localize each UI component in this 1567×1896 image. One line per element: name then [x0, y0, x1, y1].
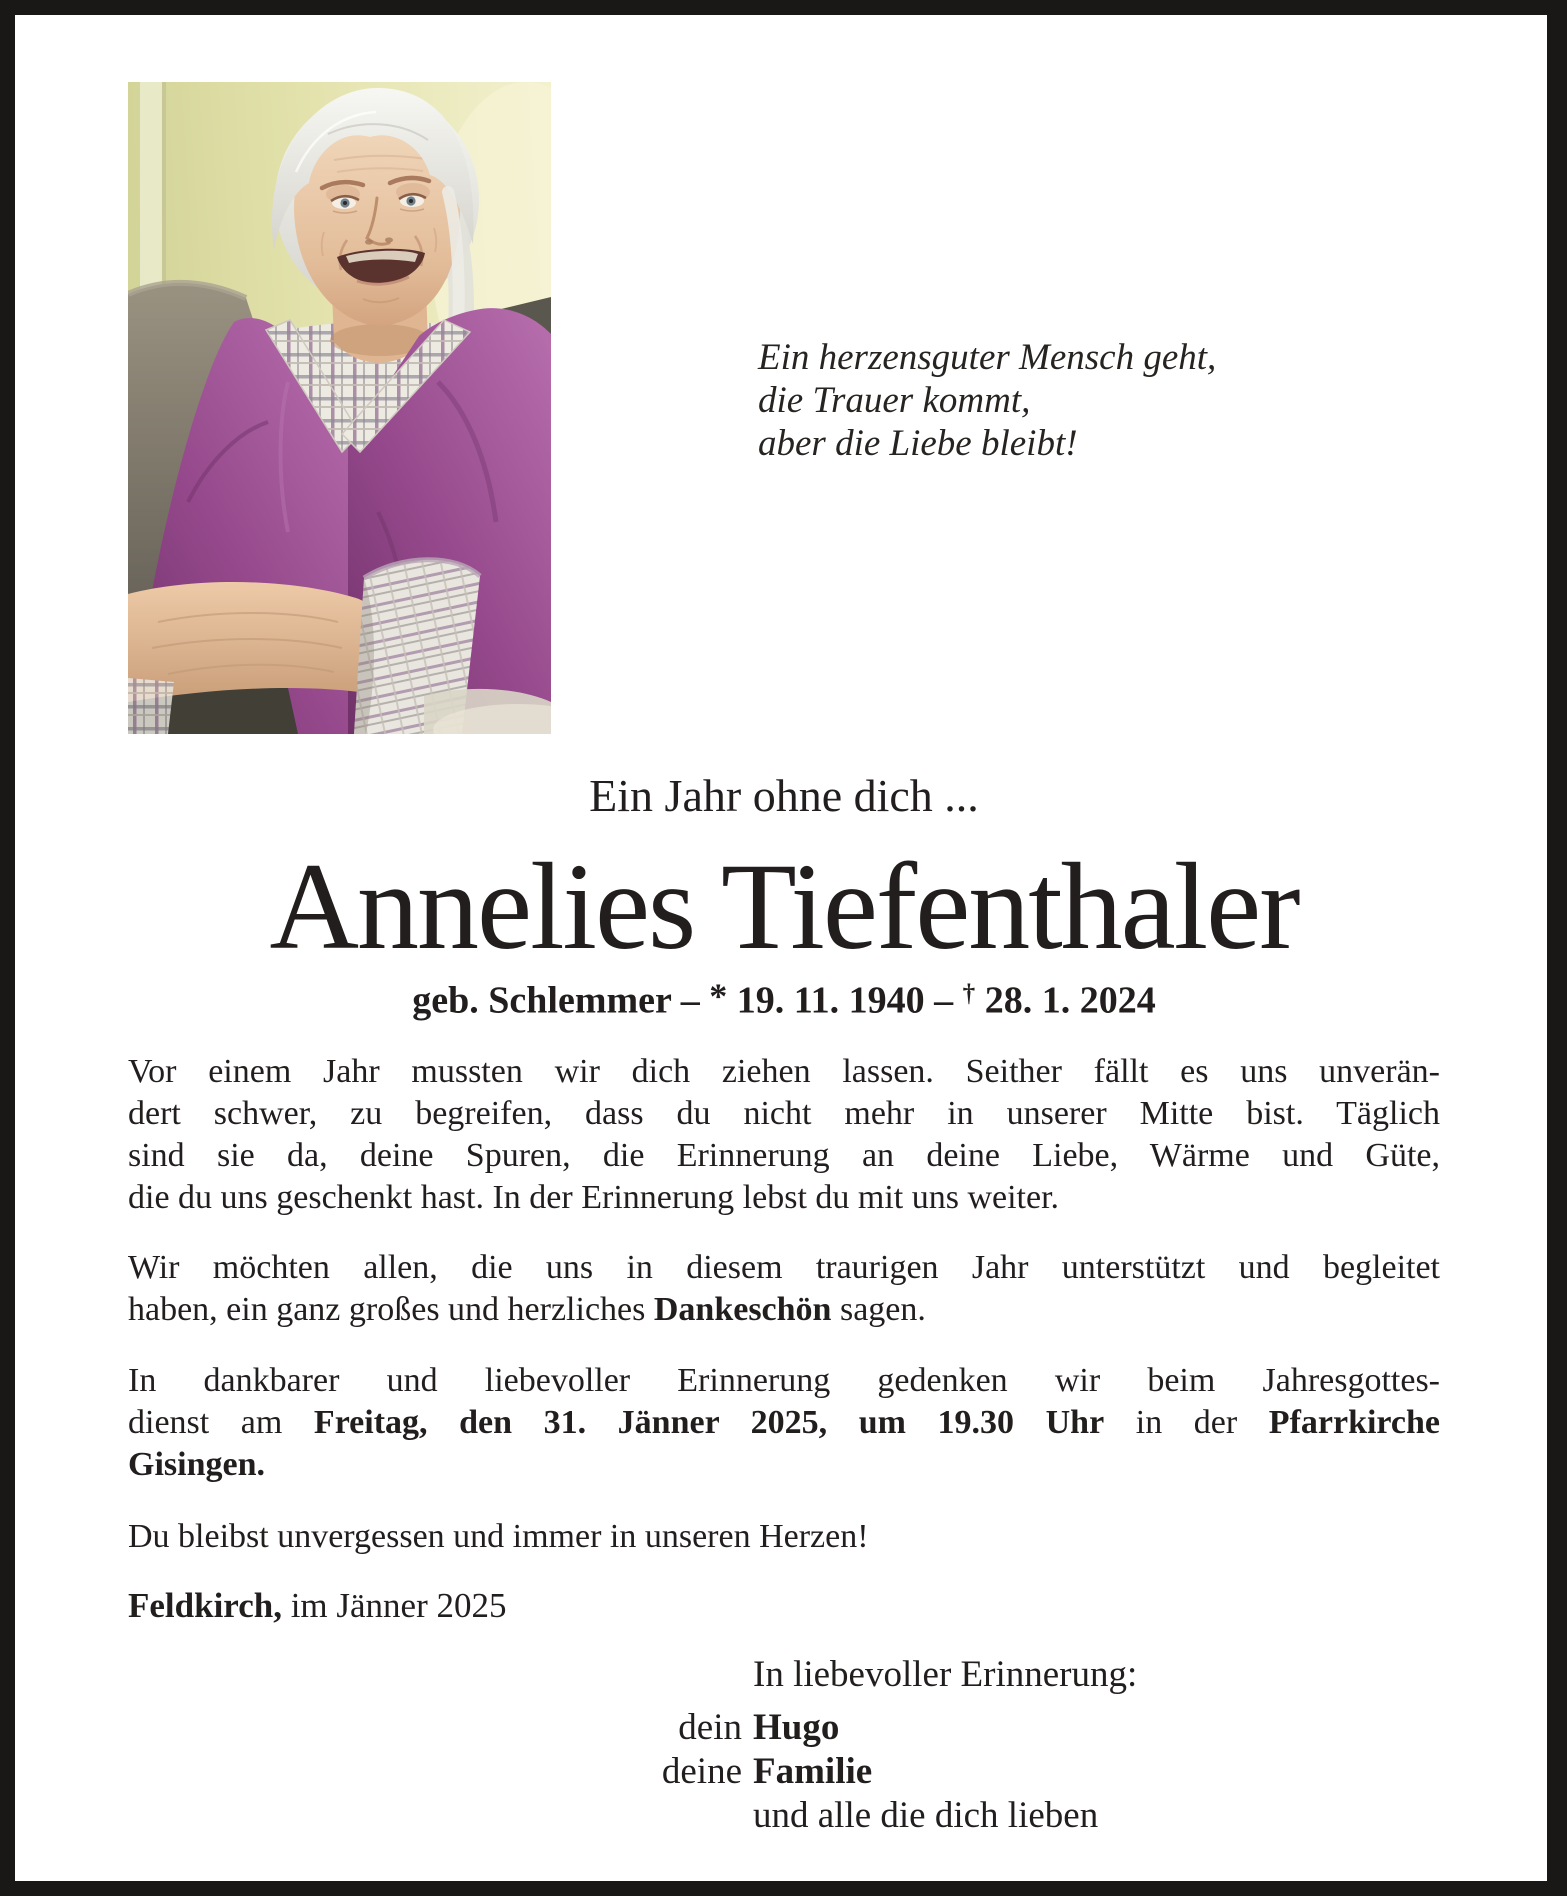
text-line: In dankbarer und liebevoller Erinnerung gedenken wir beim Jahresgottes-: [128, 1362, 1440, 1399]
paragraph-unforgotten: Du bleibst unvergessen und immer in unseren Herzen!: [128, 1518, 869, 1555]
intro-line: Ein Jahr ohne dich ...: [589, 770, 979, 821]
text-line: dert schwer, zu begreifen, dass du nicht mehr in unserer Mitte bist. Täglich: [128, 1095, 1440, 1132]
paragraph-service: [128, 1360, 1440, 1486]
service-place: Gisingen.: [128, 1446, 265, 1483]
signature-title: In liebevoller Erinnerung:: [753, 1654, 1138, 1695]
memorial-quote: [758, 336, 1216, 465]
death-cross-symbol: †: [962, 980, 976, 1008]
death-date: 28. 1. 2024: [975, 979, 1156, 1022]
signature-prefix: deine: [661, 1751, 742, 1792]
portrait-photo: [128, 82, 551, 734]
paragraph-remembrance: [128, 1051, 1440, 1219]
text-line: dienst am Freitag, den 31. Jänner 2025, um 19.30 Uhr in der Pfarrkirche: [128, 1404, 1440, 1441]
quote-line: aber die Liebe bleibt!: [758, 423, 1078, 464]
signature-entry: [678, 1706, 1137, 1750]
signature-name: Familie: [753, 1751, 873, 1792]
place-date-line: Feldkirch, im Jänner 2025: [128, 1586, 507, 1625]
birth-star-symbol: *: [709, 976, 728, 1016]
text-line: Wir möchten allen, die uns in diesem traurigen Jahr unterstützt und begleitet: [128, 1249, 1440, 1286]
service-datetime: Freitag, den 31. Jänner 2025, um 19.30 Uhr: [313, 1404, 1105, 1441]
quote-line: Ein herzensguter Mensch geht,: [758, 337, 1217, 378]
text-line: [128, 1444, 1440, 1486]
signature-entry: [661, 1750, 1137, 1794]
birth-death-line: [128, 975, 1440, 1022]
maiden-name: geb. Schlemmer –: [412, 979, 710, 1022]
place-name: Feldkirch,: [128, 1586, 282, 1625]
quote-line: die Trauer kommt,: [758, 380, 1031, 421]
text-line: Vor einem Jahr mussten wir dich ziehen lassen. Seither fällt es uns unverän-: [128, 1053, 1440, 1090]
signature-closing: und alle die dich lieben: [753, 1795, 1099, 1836]
text-line: die du uns geschenkt hast. In der Erinnerung lebst du mit uns weiter.: [128, 1179, 1060, 1216]
text-line: sind sie da, deine Spuren, die Erinnerung an deine Liebe, Wärme und Güte,: [128, 1137, 1440, 1174]
signature-name: Hugo: [753, 1707, 840, 1748]
deceased-name: Annelies Tiefenthaler: [269, 838, 1299, 975]
signature-block: [661, 1653, 1138, 1838]
bold-emphasis: Dankeschön: [653, 1291, 832, 1328]
text-line: haben, ein ganz großes und herzliches Dankeschön sagen.: [128, 1291, 926, 1328]
service-church: Pfarrkirche: [1268, 1404, 1440, 1441]
paragraph-thanks: [128, 1247, 1440, 1331]
signature-prefix: dein: [678, 1707, 742, 1748]
birth-date: 19. 11. 1940 –: [727, 979, 963, 1022]
